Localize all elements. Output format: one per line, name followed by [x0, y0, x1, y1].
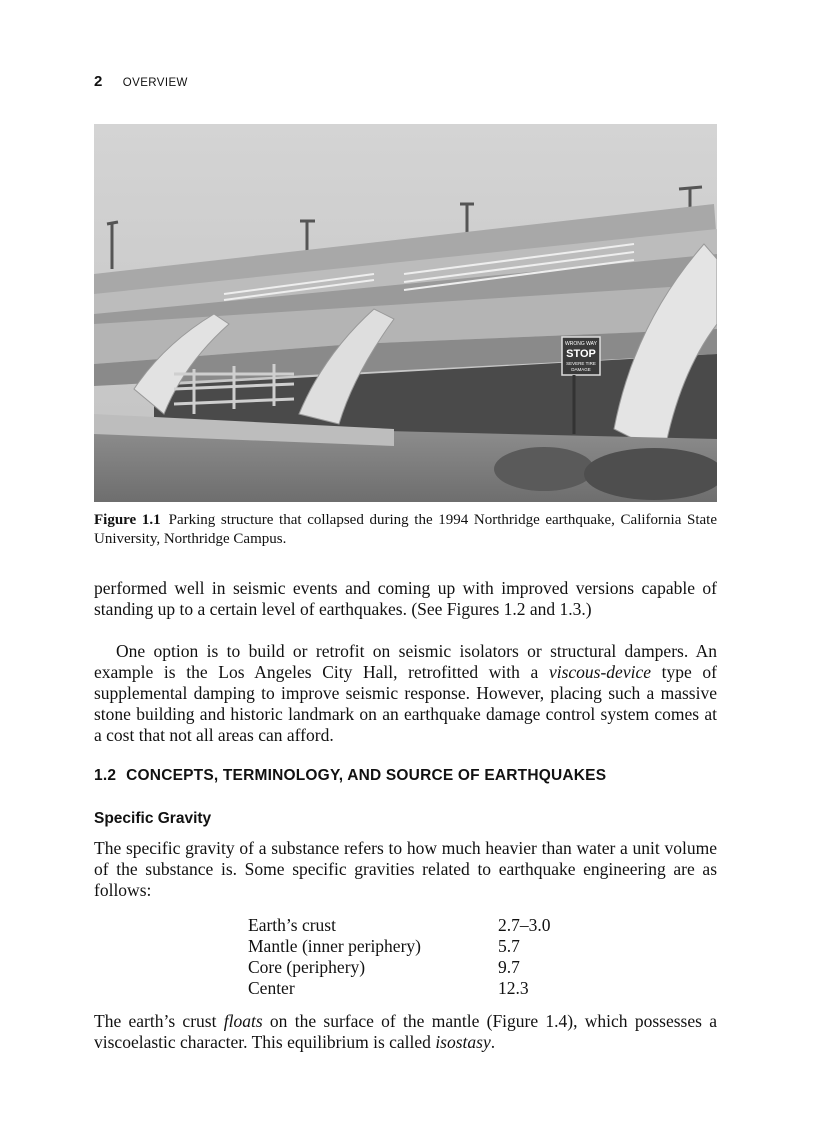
sign-line-3: SEVERE TIRE	[566, 361, 596, 366]
figure-caption-text: Parking structure that collapsed during the 1994 Northridge earthquake, California State University, Northridge Campus.	[94, 512, 718, 547]
page-number: 2	[94, 73, 103, 90]
sign-line-1: WRONG WAY	[565, 341, 597, 347]
figure-label: Figure 1.1	[94, 512, 161, 528]
paragraph-2-italic: viscous-device	[548, 662, 651, 682]
table-cell-name: Earth’s crust	[248, 915, 336, 935]
paragraph-4-part-a: The earth’s crust	[94, 1011, 224, 1031]
figure-caption	[94, 511, 717, 549]
paragraph-4	[94, 1011, 717, 1053]
paragraph-2-part-b: type of supplemental damping to improve seismic response. However, placing such a massive stone building and historic landmark on an earthquake damage control system comes at a cost that not all areas can afford.	[94, 662, 717, 745]
table-row	[248, 936, 568, 957]
sign-line-4: DAMAGE	[571, 367, 591, 372]
running-head-title: OVERVIEW	[122, 77, 188, 89]
sign-line-2: STOP	[566, 348, 596, 360]
table-cell-name: Core (periphery)	[248, 957, 366, 977]
paragraph-1: performed well in seismic events and coming up with improved versions capable of standing up to a certain level of earthquakes. (See Figures 1.2 and 1.3.)	[94, 578, 717, 619]
section-heading	[94, 767, 606, 785]
table-row	[248, 978, 568, 999]
table-cell-value: 2.7–3.0	[498, 915, 551, 935]
paragraph-4-part-c: .	[490, 1032, 496, 1052]
table-cell-value: 5.7	[498, 936, 520, 956]
paragraph-4-part-b: on the surface of the mantle (Figure 1.4), which possesses a viscoelastic character. This equilibrium is called	[94, 1011, 717, 1052]
section-title: CONCEPTS, TERMINOLOGY, AND SOURCE OF EARTHQUAKES	[126, 767, 607, 784]
paragraph-2	[94, 641, 717, 746]
table-cell-name: Mantle (inner periphery)	[248, 936, 421, 956]
table-cell-value: 9.7	[498, 957, 520, 977]
table-cell-name: Center	[248, 978, 295, 998]
paragraph-2-part-a: One option is to build or retrofit on seismic isolators or structural dampers. An example is the Los Angeles City Hall, retrofitted with a	[94, 641, 717, 682]
paragraph-4-italic-isostasy: isostasy	[435, 1032, 491, 1052]
paragraph-3: The specific gravity of a substance refers to how much heavier than water a unit volume of the substance is. Some specific gravities related to earthquake engineering are as follows:	[94, 838, 717, 900]
figure-photo-collapsed-parking-structure	[94, 124, 717, 502]
table-cell-value: 12.3	[498, 978, 529, 998]
table-row	[248, 957, 568, 978]
section-number: 1.2	[94, 767, 117, 784]
subsection-heading: Specific Gravity	[94, 810, 212, 827]
table-row	[248, 915, 568, 936]
paragraph-4-italic-floats: floats	[223, 1011, 263, 1031]
running-head	[94, 73, 188, 91]
specific-gravity-table	[248, 915, 568, 999]
